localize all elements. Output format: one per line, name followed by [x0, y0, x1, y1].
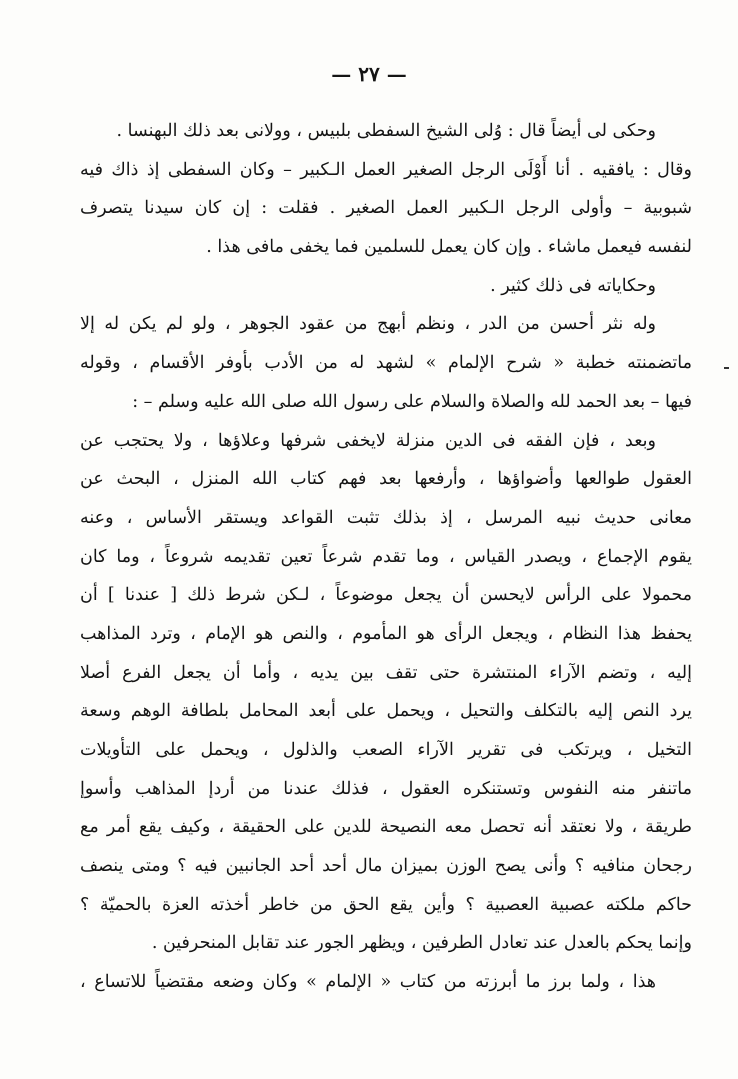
text-line: يقوم الإجماع ، ويصدر القياس ، وما تقدم شرعاً تعين تقديمه شروعاً ، وما كان: [80, 546, 692, 567]
text-line: معانى حديث نبيه المرسل ، إذ بذلك تثبت القواعد ويستقر الأساس ، وعنه: [80, 507, 692, 528]
text-line: وله نثر أحسن من الدر ، ونظم أبهج من عقود الجوهر ، ولو لم يكن له إلا: [80, 314, 656, 335]
text-line: وحكى لى أيضاً قال : وُلى الشيخ السفطى بلبيس ، وولانى بعد ذلك البهنسا .: [116, 121, 656, 141]
text-body: [80, 112, 692, 1002]
text-line: وحكاياته فى ذلك كثير .: [490, 275, 656, 296]
text-line: إليه ، وتضم الآراء المنتشرة حتى تقف بين يديه ، وأما أن يجعل الفرع أصلا: [80, 662, 692, 683]
text-line: يحفظ هذا النظام ، ويجعل الرأى هو المأموم ، والنص هو الإمام ، وترد المذاهب: [80, 623, 692, 644]
text-line: محمولا على الرأس لايحسن أن يجعل موضوعاً ، لـكن شرط ذلك [ عندنا ] أن: [80, 585, 692, 606]
margin-mark: [724, 367, 729, 369]
text-line: شبوبية – وأولى الرجل الـكبير العمل الصغير . فقلت : إن كان سيدنا يتصرف: [80, 198, 692, 219]
text-line: حاكم ملكته عصبية العصبية ؟ وأين يقع الحق من خاطر أخذته العزة بالحميّة ؟: [80, 894, 692, 915]
text-line: هذا ، ولما برز ما أبرزته من كتاب « الإلمام » وكان وضعه مقتضياً للاتساع ،: [80, 972, 656, 993]
text-line: فيها – بعد الحمد لله والصلاة والسلام على رسول الله صلى الله عليه وسلم – :: [132, 391, 692, 412]
text-line: لنفسه فيعمل ماشاء . وإن كان يعمل للسلمين فما يخفى مافى هذا .: [206, 237, 692, 258]
text-line: وقال : يافقيه . أنا أَوْلَى الرجل الصغير العمل الـكبير – وكان السفطى إذ ذاك فيه: [80, 159, 692, 180]
text-line: وبعد ، فإن الفقه فى الدين منزلة لايخفى شرفها وعلاؤها ، ولا يحتجب عن: [80, 430, 656, 451]
text-line: التخيل ، ويرتكب فى تقرير الآراء الصعب والذلول ، ويحمل على التأويلات: [80, 740, 692, 760]
text-line: العقول طوالعها وأضواؤها ، وأرفعها بعد فهم كتاب الله المنزل ، البحث عن: [80, 469, 692, 490]
text-line: ماتضمنته خطبة « شرح الإلمام » لشهد له من الأدب بأوفر الأقسام ، وقوله: [80, 353, 692, 374]
text-line: وإنما يحكم بالعدل عند تعادل الطرفين ، ويظهر الجور عند تقابل المنحرفين .: [151, 933, 692, 954]
text-line: يرد النص إليه بالتكلف والتحيل ، ويحمل على أبعد المحامل بلطافة الوهم وسعة: [80, 701, 692, 722]
text-line: رجحان منافيه ؟ وأنى يصح الوزن بميزان مال أحد أحد الجانبين فيه ؟ ومتى ينصف: [80, 856, 692, 877]
text-line: طريقة ، ولا نعتقد أنه تحصل معه النصيحة للدين على الحقيقة ، وكيف يقع أمر مع: [80, 817, 692, 838]
text-line: ماتنفر منه النفوس وتستنكره العقول ، فذلك عندنا من أردإ المذاهب وأسوإ: [80, 778, 692, 799]
page-number: — ٢٧ —: [331, 62, 407, 86]
